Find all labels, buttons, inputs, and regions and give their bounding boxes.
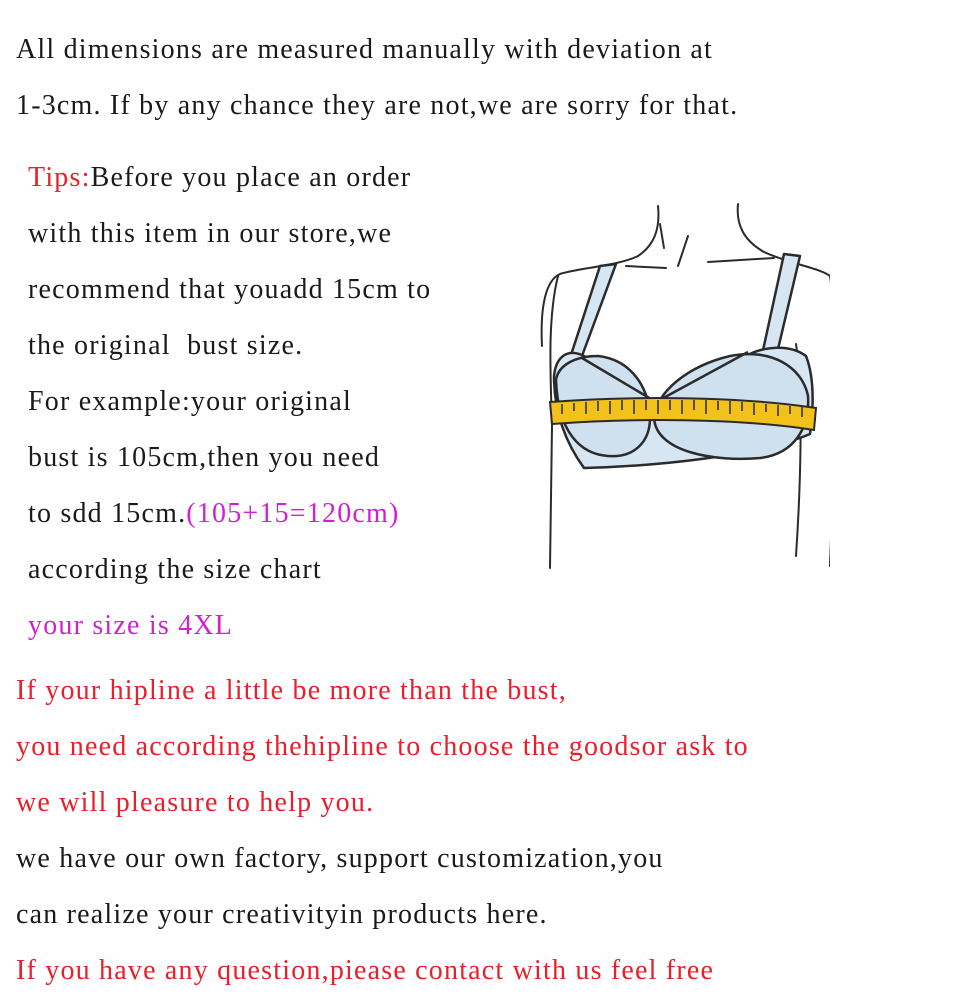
tips-line-3: recommend that youadd 15cm to (28, 274, 432, 305)
tips-line-4: the original bust size. (28, 330, 304, 361)
tips-line-7-text: to sdd 15cm. (28, 498, 187, 529)
factory-line-1: we have our own factory, support customization,you (16, 843, 664, 874)
tips-formula: (105+15=120cm) (186, 498, 400, 529)
tips-line-7 (28, 494, 400, 534)
tips-line-1-text: Before you place an order (90, 162, 412, 193)
tips-line-2: with this item in our store,we (28, 218, 393, 249)
tips-size-result: your size is 4XL (28, 610, 234, 641)
tips-line-6: bust is 105cm,then you need (28, 442, 381, 473)
hipline-line-3: we will pleasure to help you. (16, 787, 375, 818)
factory-line-2: can realize your creativityin products here. (16, 899, 548, 930)
tips-label: Tips: (28, 162, 91, 193)
hipline-line-1: If your hipline a little be more than the bust, (16, 675, 567, 706)
hipline-line-2: you need according thehipline to choose the goodsor ask to (16, 731, 749, 762)
intro-line-2: 1-3cm. If by any chance they are not,we are sorry for that. (16, 90, 739, 121)
tips-line-5: For example:your original (28, 386, 352, 417)
tips-line-8: according the size chart (28, 554, 322, 585)
contact-line: If you have any question,piease contact with us feel free (16, 955, 715, 986)
tips-line-1 (28, 158, 411, 198)
intro-line-1: All dimensions are measured manually with deviation at (16, 34, 713, 65)
bust-measurement-illustration (538, 196, 830, 576)
